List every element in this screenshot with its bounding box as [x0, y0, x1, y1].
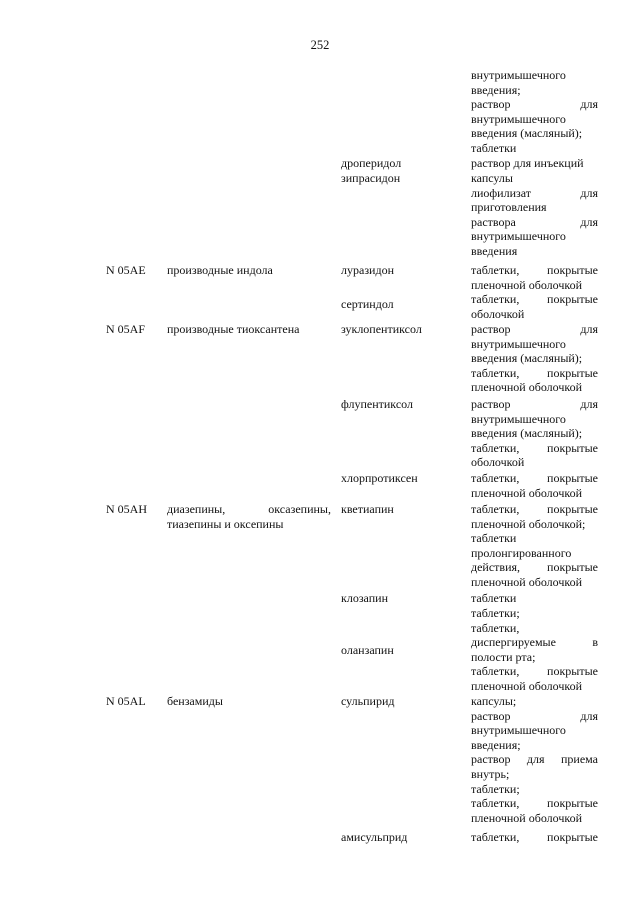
- form-line: оболочкой: [471, 306, 525, 321]
- drug-name: флупентиксол: [341, 397, 413, 411]
- form-line: таблетки: [471, 140, 517, 155]
- drug-name: оланзапин: [341, 643, 394, 657]
- form-line: таблетки, покрытые: [471, 263, 598, 277]
- form-line: пленочной оболочкой: [471, 485, 583, 500]
- form-line: раствор для: [471, 397, 598, 411]
- form-line: таблетки,: [471, 620, 520, 635]
- form-line: пленочной оболочкой: [471, 277, 583, 292]
- form-line: таблетки, покрытые: [471, 471, 598, 485]
- form-line: таблетки, покрытые: [471, 502, 598, 516]
- form-line: пленочной оболочкой: [471, 380, 583, 395]
- form-line: внутримышечного: [471, 229, 566, 244]
- form-line: лиофилизат для: [471, 185, 598, 200]
- form-line: раствор для инъекций: [471, 156, 584, 170]
- drug-class: бензамиды: [167, 694, 223, 708]
- dosage-forms: [471, 263, 598, 292]
- form-line: таблетки;: [471, 781, 520, 796]
- form-line: таблетки, покрытые: [471, 292, 598, 306]
- drug-name: хлорпротиксен: [341, 471, 418, 485]
- form-line: введения (масляный);: [471, 426, 583, 441]
- form-line: пленочной оболочкой: [471, 810, 583, 825]
- form-line: пленочной оболочкой: [471, 678, 583, 693]
- form-line: таблетки, покрытые: [471, 440, 598, 455]
- form-line: таблетки, покрытые: [471, 830, 598, 844]
- form-line: пролонгированного: [471, 545, 572, 560]
- form-line: введения: [471, 243, 518, 258]
- drug-name: дроперидол: [341, 156, 402, 170]
- form-line: внутримышечного: [471, 68, 566, 82]
- form-line: внутримышечного: [471, 336, 566, 351]
- drug-name: зуклопентиксол: [341, 322, 422, 336]
- form-line: введения (масляный);: [471, 351, 583, 366]
- form-line: раствор для: [471, 322, 598, 336]
- form-line: раствор для приема: [471, 752, 598, 767]
- dosage-forms: [471, 471, 598, 500]
- dosage-forms: [471, 322, 598, 395]
- atc-code: N 05AE: [106, 263, 146, 277]
- drug-name: клозапин: [341, 591, 388, 605]
- form-line: внутримышечного: [471, 111, 566, 126]
- form-line: введения (масляный);: [471, 126, 583, 141]
- drug-name: амисульприд: [341, 830, 408, 844]
- drug-name: луразидон: [341, 263, 395, 277]
- atc-code: N 05AF: [106, 322, 146, 336]
- form-line: пленочной оболочкой: [471, 574, 583, 589]
- dosage-forms: [471, 694, 598, 825]
- form-line: полости рта;: [471, 649, 536, 664]
- dosage-forms: [471, 156, 598, 171]
- drug-class: [167, 502, 331, 531]
- form-line: раствор для: [471, 708, 598, 723]
- dosage-forms-continued: [471, 68, 598, 156]
- form-line: раствора для: [471, 214, 598, 229]
- form-line: введения;: [471, 82, 521, 97]
- atc-code: N 05AH: [106, 502, 147, 516]
- form-line: введения;: [471, 737, 521, 752]
- form-line: действия, покрытые: [471, 560, 598, 575]
- drug-name: зипрасидон: [341, 171, 401, 185]
- dosage-forms: [471, 397, 598, 470]
- form-line: диспергируемые в: [471, 635, 598, 650]
- dosage-forms: [471, 606, 598, 694]
- form-line: внутримышечного: [471, 723, 566, 738]
- form-line: таблетки;: [471, 606, 520, 620]
- drug-name: сертиндол: [341, 297, 394, 311]
- form-line: внутрь;: [471, 766, 510, 781]
- form-line: таблетки: [471, 591, 517, 605]
- atc-code: N 05AL: [106, 694, 146, 708]
- drug-class-line: тиазепины и оксепины: [167, 516, 284, 531]
- form-line: пленочной оболочкой;: [471, 516, 586, 531]
- dosage-forms: [471, 502, 598, 590]
- dosage-forms: [471, 292, 598, 321]
- dosage-forms: [471, 830, 598, 845]
- dosage-forms: [471, 591, 598, 606]
- drug-name: кветиапин: [341, 502, 394, 516]
- form-line: оболочкой: [471, 455, 525, 470]
- form-line: внутримышечного: [471, 411, 566, 426]
- drug-class: производные индола: [167, 263, 273, 277]
- drug-name: сульпирид: [341, 694, 395, 708]
- drug-class-line: диазепины, оксазепины,: [167, 502, 331, 516]
- form-line: таблетки: [471, 531, 517, 546]
- form-line: таблетки, покрытые: [471, 664, 598, 679]
- form-line: таблетки, покрытые: [471, 796, 598, 811]
- form-line: приготовления: [471, 200, 547, 215]
- page-number: 252: [310, 38, 330, 52]
- drug-class: производные тиоксантена: [167, 322, 300, 336]
- form-line: капсулы;: [471, 694, 517, 708]
- form-line: раствор для: [471, 97, 598, 112]
- dosage-forms: [471, 171, 598, 259]
- form-line: таблетки, покрытые: [471, 365, 598, 380]
- form-line: капсулы: [471, 171, 513, 185]
